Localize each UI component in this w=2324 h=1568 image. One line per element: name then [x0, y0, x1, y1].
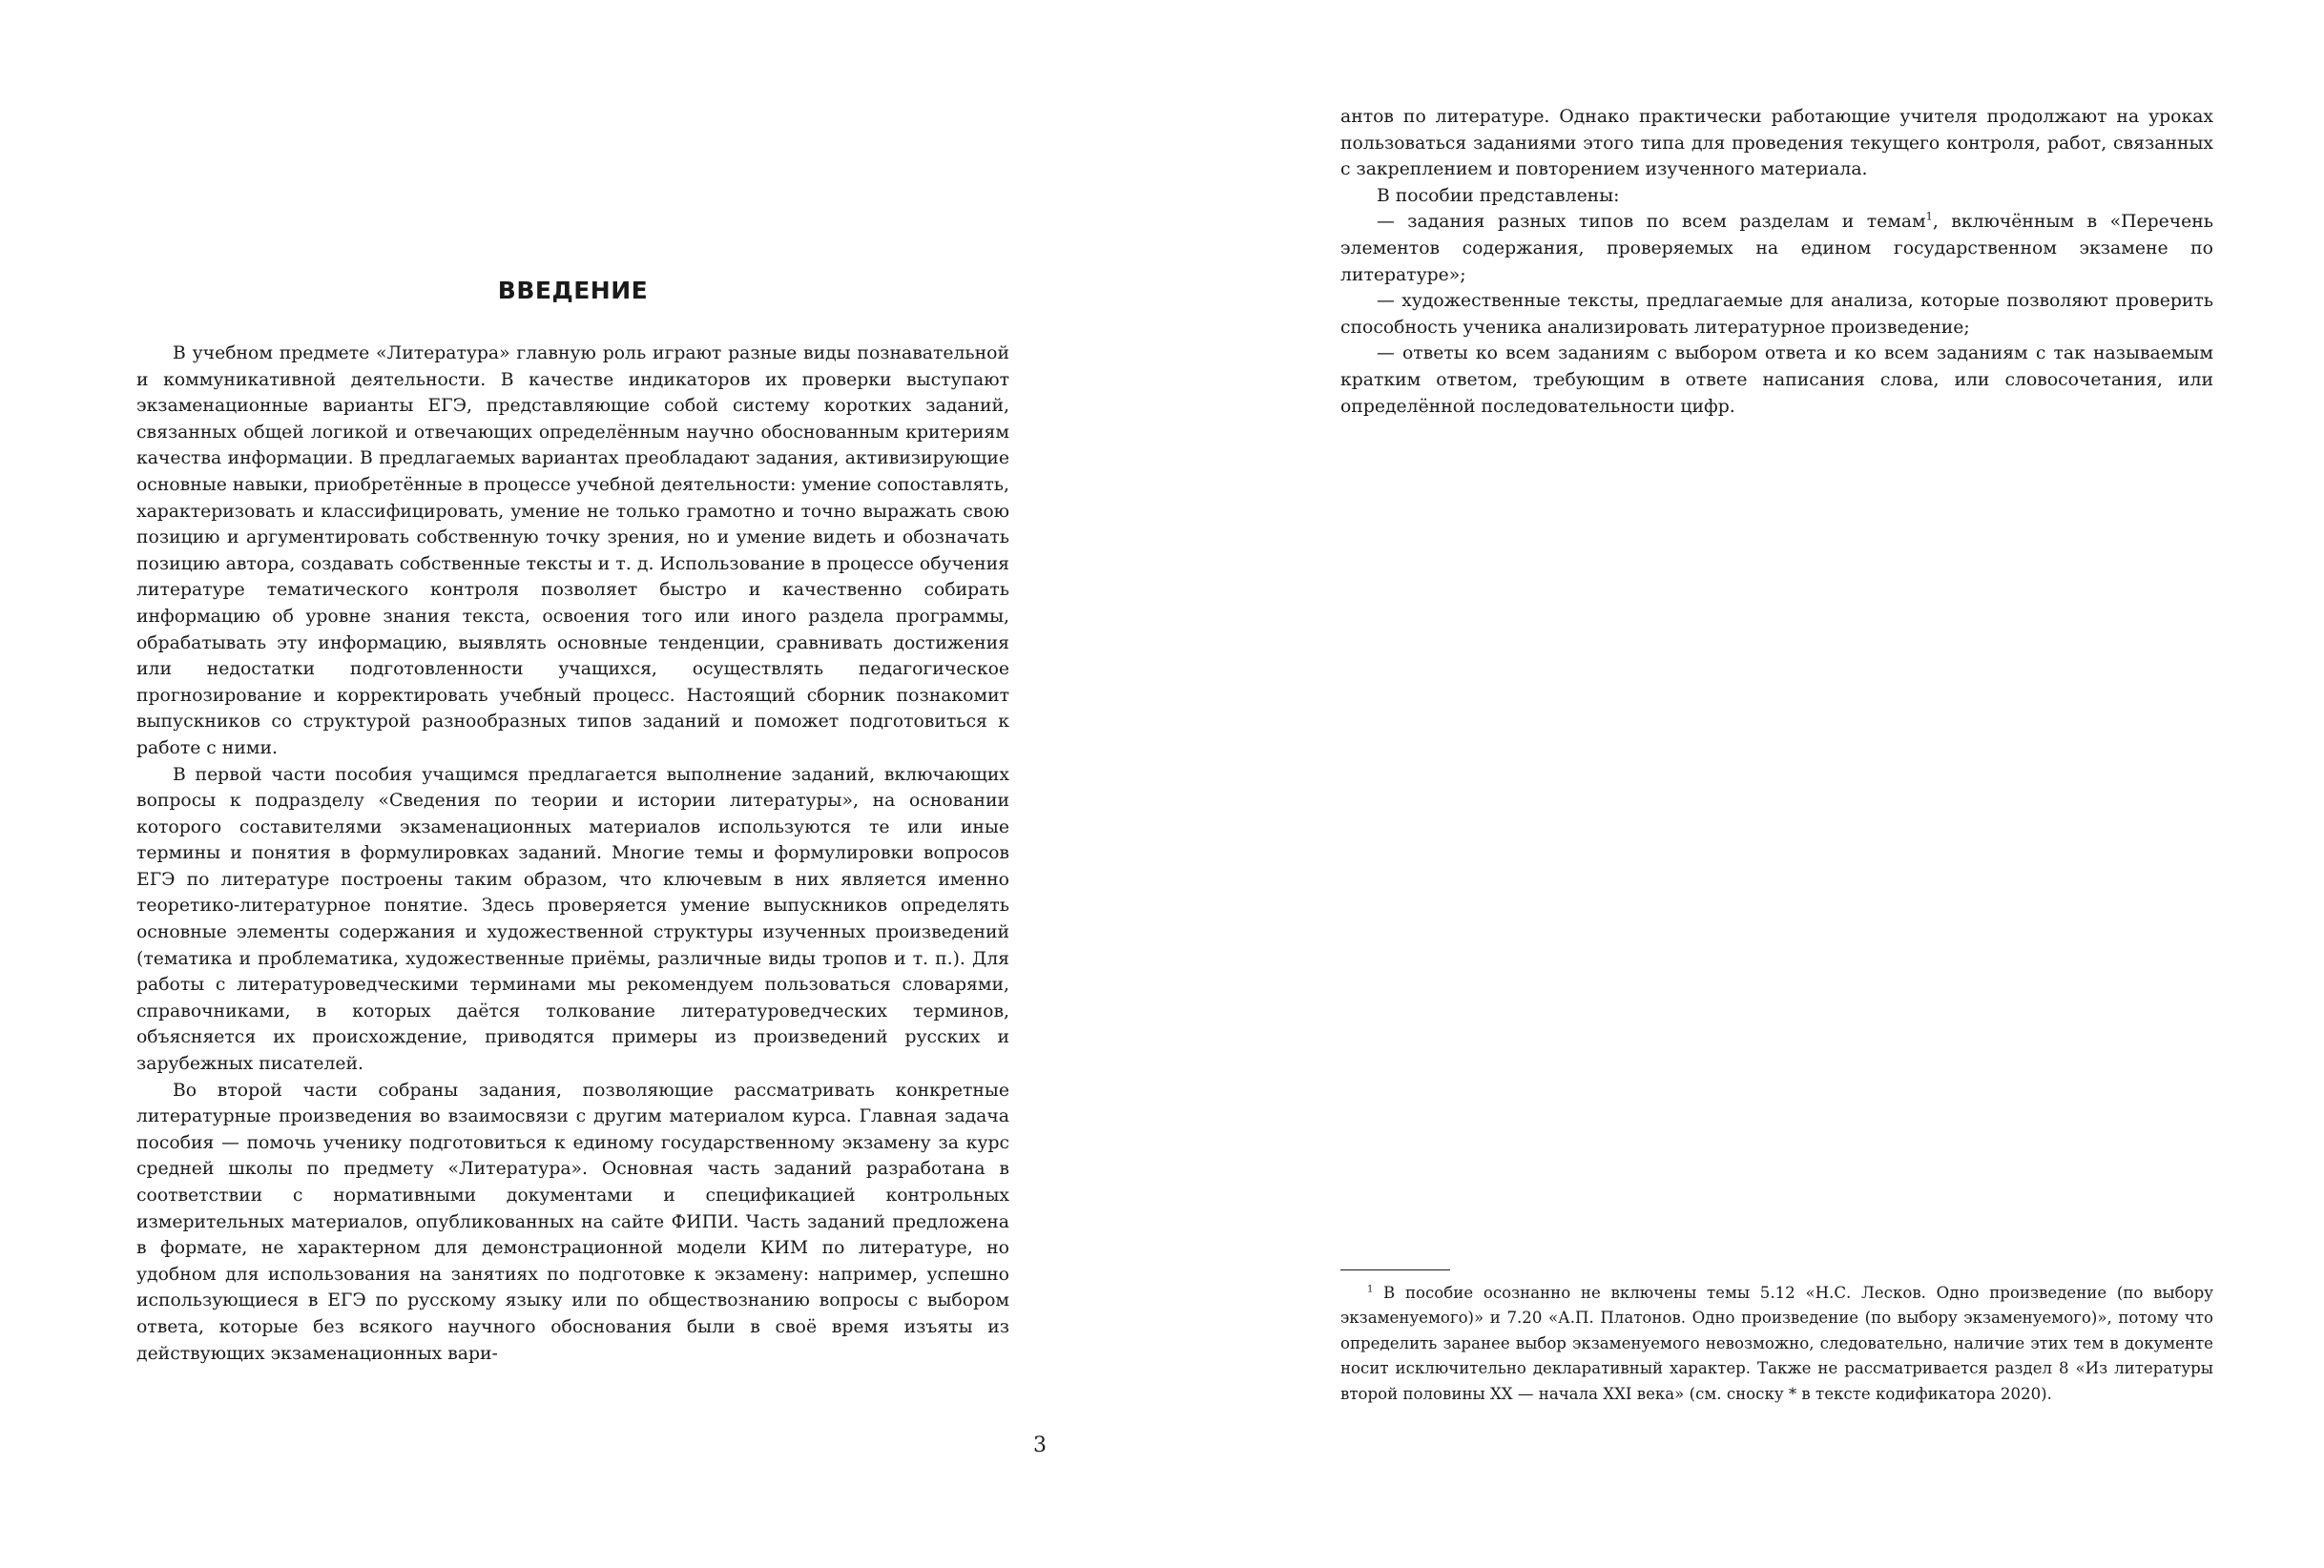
footnote-number: 1 — [1367, 1284, 1374, 1295]
paragraph: В пособии представлены: — [1377, 185, 1620, 206]
paragraph: В учебном предмете «Литература» главную роль играют разные виды познавательной и коммуникативной деятельности. В качестве индикаторов их проверки выступают экзаменационные варианты ЕГЭ, представляющие собой систему коротких заданий, связанных общей логикой и отвечающих определённым научно обоснованным критериям качества информации. В предлагаемых вариантах преобладают задания, активизирующие основные навыки, приобретённые в процессе учебной деятельности: умение сопоставлять, характеризовать и классифицировать, умение не только грамотно и точно выражать свою позицию и аргументировать собственную точку зрения, но и умение видеть и обозначать позицию автора, создавать собственные тексты и т. д. Использование в процессе обучения литературе тематического контроля позволяет быстро и качественно собирать информацию об уровне знания текста, освоения того или иного раздела программы, обрабатывать эту информацию, выявлять основные тенденции, сравнивать достижения или недостатки подготовленности учащихся, осуществлять педагогическое прогнозирование и корректировать учебный процесс. Настоящий сборник познакомит выпускников со структурой разнообразных типов заданий и поможет подготовиться к работе с ними. — [136, 343, 1009, 758]
introduction-body — [136, 340, 1009, 1367]
paragraph: В первой части пособия учащимся предлагается выполнение заданий, включающих вопросы к подразделу «Сведения по теории и истории литературы», на основании которого составителями экзаменационных материалов используются те или иные термины и понятия в формулировках заданий. Многие темы и формулировки вопросов ЕГЭ по литературе построены таким образом, что ключевым в них является именно теоретико-литературное понятие. Здесь проверяется умение выпускников определять основные элементы содержания и художественной структуры изученных произведений (тематика и проблематика, художественные приёмы, различные виды тропов и т. п.). Для работы с литературоведческими терминами мы рекомендуем пользоваться словарями, справочниками, в которых даётся толкование литературоведческих терминов, объясняется их происхождение, приводятся примеры из произведений русских и зарубежных писателей. — [136, 764, 1009, 1075]
paragraph-continuation: антов по литературе. Однако практически работающие учителя продолжают на уроках пользоваться заданиями этого типа для проведения текущего контроля, работ, связанных с закреплением и повторением изученного материала. — [1340, 107, 2213, 180]
list-item-text: — задания разных типов по всем разделам и темам — [1377, 212, 1926, 233]
footnote-text: В пособие осознанно не включены темы 5.12 «Н.С. Лесков. Одно произведение (по выбору экзаменуемого)» и 7.20 «А.П. Платонов. Одно произведение (по выбору экзаменуемого)», потому что определить заранее выбор экзаменуемого невозможно, следовательно, наличие этих тем в документе носит исключительно декларативный характер. Также не рассматривается раздел 8 «Из литературы второй половины XX — начала XXI века» (см. сноску * в тексте кодификатора 2020). — [1340, 1284, 2213, 1403]
page-number: 3 — [1033, 1434, 1047, 1457]
list-item: — ответы ко всем заданиям с выбором ответа и ко всем заданиям с так называемым кратким ответом, требующим в ответе написания слова, или словосочетания, или определённой последовательности цифр. — [1340, 343, 2213, 417]
continuation-body — [1340, 104, 2213, 420]
list-item-text: , включённым в «Перечень элементов содержания, проверяемых на едином государственном экзамене по литературе»; — [1340, 212, 2213, 285]
paragraph: Во второй части собраны задания, позволяющие рассматривать конкретные литературные произведения во взаимосвязи с другим материалом курса. Главная задача пособия — помочь ученику подготовиться к единому государственному экзамену за курс средней школы по предмету «Литература». Основная часть заданий разработана в соответствии с нормативными документами и спецификацией контрольных измерительных материалов, опубликованных на сайте ФИПИ. Часть заданий предложена в формате, не характерном для демонстрационной модели КИМ по литературе, но удобном для использования на занятиях по подготовке к экзамену: например, успешно использующиеся в ЕГЭ по русскому языку или по обществознанию вопросы с выбором ответа, которые без всякого научного обоснования были в своё время изъяты из действующих экзаменационных вари- — [136, 1080, 1009, 1364]
footnote-reference: 1 — [1925, 211, 1933, 224]
page-title: ВВЕДЕНИЕ — [497, 277, 649, 304]
list-item: — художественные тексты, предлагаемые для анализа, которые позволяют проверить способность ученика анализировать литературное произведение; — [1340, 291, 2213, 338]
list-item — [1340, 209, 2213, 288]
footnote — [1340, 1281, 2213, 1407]
footnote-divider — [1340, 1269, 1450, 1270]
